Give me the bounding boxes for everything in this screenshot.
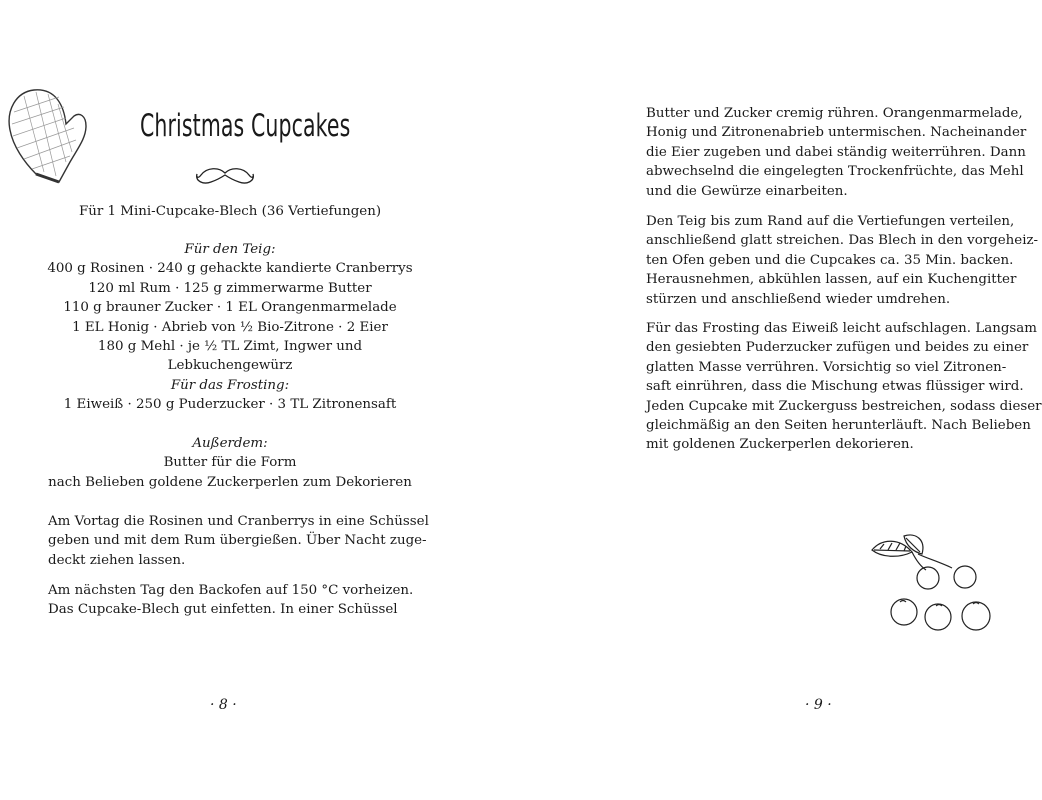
ingredient-line: nach Belieben goldene Zuckerperlen zum Dekorieren (48, 474, 412, 490)
text-line: glatten Masse verrühren. Vorsichtig so viel Zitronen- (646, 359, 1007, 375)
text-line: geben und mit dem Rum übergießen. Über Nacht zuge- (48, 533, 427, 549)
ingredient-line: 400 g Rosinen · 240 g gehackte kandierte Cranberrys (47, 261, 413, 277)
instruction-paragraph (646, 212, 1039, 309)
text-line: gleichmäßig an den Seiten herunterläuft. Nach Belieben (646, 418, 1031, 434)
instruction-paragraph (646, 319, 1042, 455)
text-line: Am nächsten Tag den Backofen auf 150 °C vorheizen. (48, 583, 414, 598)
left-page (0, 0, 500, 800)
text-line: ten Ofen geben und die Cupcakes ca. 35 Min. backen. (646, 252, 1014, 268)
text-line: Das Cupcake-Blech gut einfetten. In einer Schüssel (48, 602, 398, 618)
ingredient-line: 120 ml Rum · 125 g zimmerwarme Butter (88, 280, 372, 296)
text-line: und die Gewürze einarbeiten. (646, 183, 848, 199)
text-line: die Eier zugeben und dabei ständig weiterrühren. Dann (646, 144, 1026, 160)
ingredient-line: Butter für die Form (163, 455, 297, 471)
ingredient-line: 1 EL Honig · Abrieb von ½ Bio-Zitrone · 2 Eier (72, 319, 388, 335)
frosting-ingredients (40, 376, 420, 415)
ingredient-line: 110 g brauner Zucker · 1 EL Orangenmarmelade (63, 300, 397, 316)
ingredient-line: 1 Eiweiß · 250 g Puderzucker · 3 TL Zitronensaft (63, 397, 397, 413)
text-line: saft einrühren, dass die Mischung etwas flüssiger wird. (646, 379, 1024, 395)
text-line: Am Vortag die Rosinen und Cranberrys in eine Schüssel (48, 514, 429, 529)
page-title: Christmas Cupcakes (140, 108, 351, 144)
text-line: Jeden Cupcake mit Zuckerguss bestreichen, sodass dieser (646, 398, 1042, 414)
text-line: deckt ziehen lassen. (48, 552, 186, 568)
instruction-paragraph (48, 512, 443, 570)
dough-ingredients (40, 240, 420, 376)
text-line: Für das Frosting das Eiweiß leicht aufschlagen. Langsam (646, 321, 1037, 336)
instruction-paragraph (48, 581, 443, 620)
ingredient-line: 180 g Mehl · je ½ TL Zimt, Ingwer und Lebkuchengewürz (97, 339, 363, 374)
text-line: mit goldenen Zuckerperlen dekorieren. (646, 437, 914, 453)
dough-heading: Für den Teig: (184, 242, 276, 257)
text-line: stürzen und anschließend wieder umdrehen. (646, 291, 951, 307)
text-line: Den Teig bis zum Rand auf die Vertiefungen verteilen, (646, 214, 1015, 229)
berries-illustration-icon (860, 530, 995, 635)
text-line: den gesiebten Puderzucker zufügen und beides zu einer (646, 340, 1029, 356)
frosting-heading: Für das Frosting: (170, 378, 290, 393)
text-line: Butter und Zucker cremig rühren. Orangenmarmelade, (646, 106, 1023, 121)
page-number: · 9 · (805, 697, 832, 713)
oven-mitt-icon (4, 82, 104, 187)
extra-heading: Außerdem: (192, 436, 268, 451)
extra-ingredients (40, 434, 420, 492)
text-line: Herausnehmen, abkühlen lassen, auf ein Kuchengitter (646, 272, 1017, 288)
recipe-yield: Für 1 Mini-Cupcake-Blech (36 Vertiefungen) (78, 204, 382, 219)
page-number: · 8 · (210, 697, 237, 713)
right-page (500, 0, 1042, 800)
text-line: Honig und Zitronenabrieb untermischen. Nacheinander (646, 125, 1027, 141)
instruction-paragraph (646, 104, 1027, 201)
mustache-ornament-icon (195, 165, 255, 187)
text-line: anschließend glatt streichen. Das Blech in den vorgeheiz- (646, 233, 1039, 249)
text-line: abwechselnd die eingelegten Trockenfrüchte, das Mehl (646, 164, 1024, 180)
